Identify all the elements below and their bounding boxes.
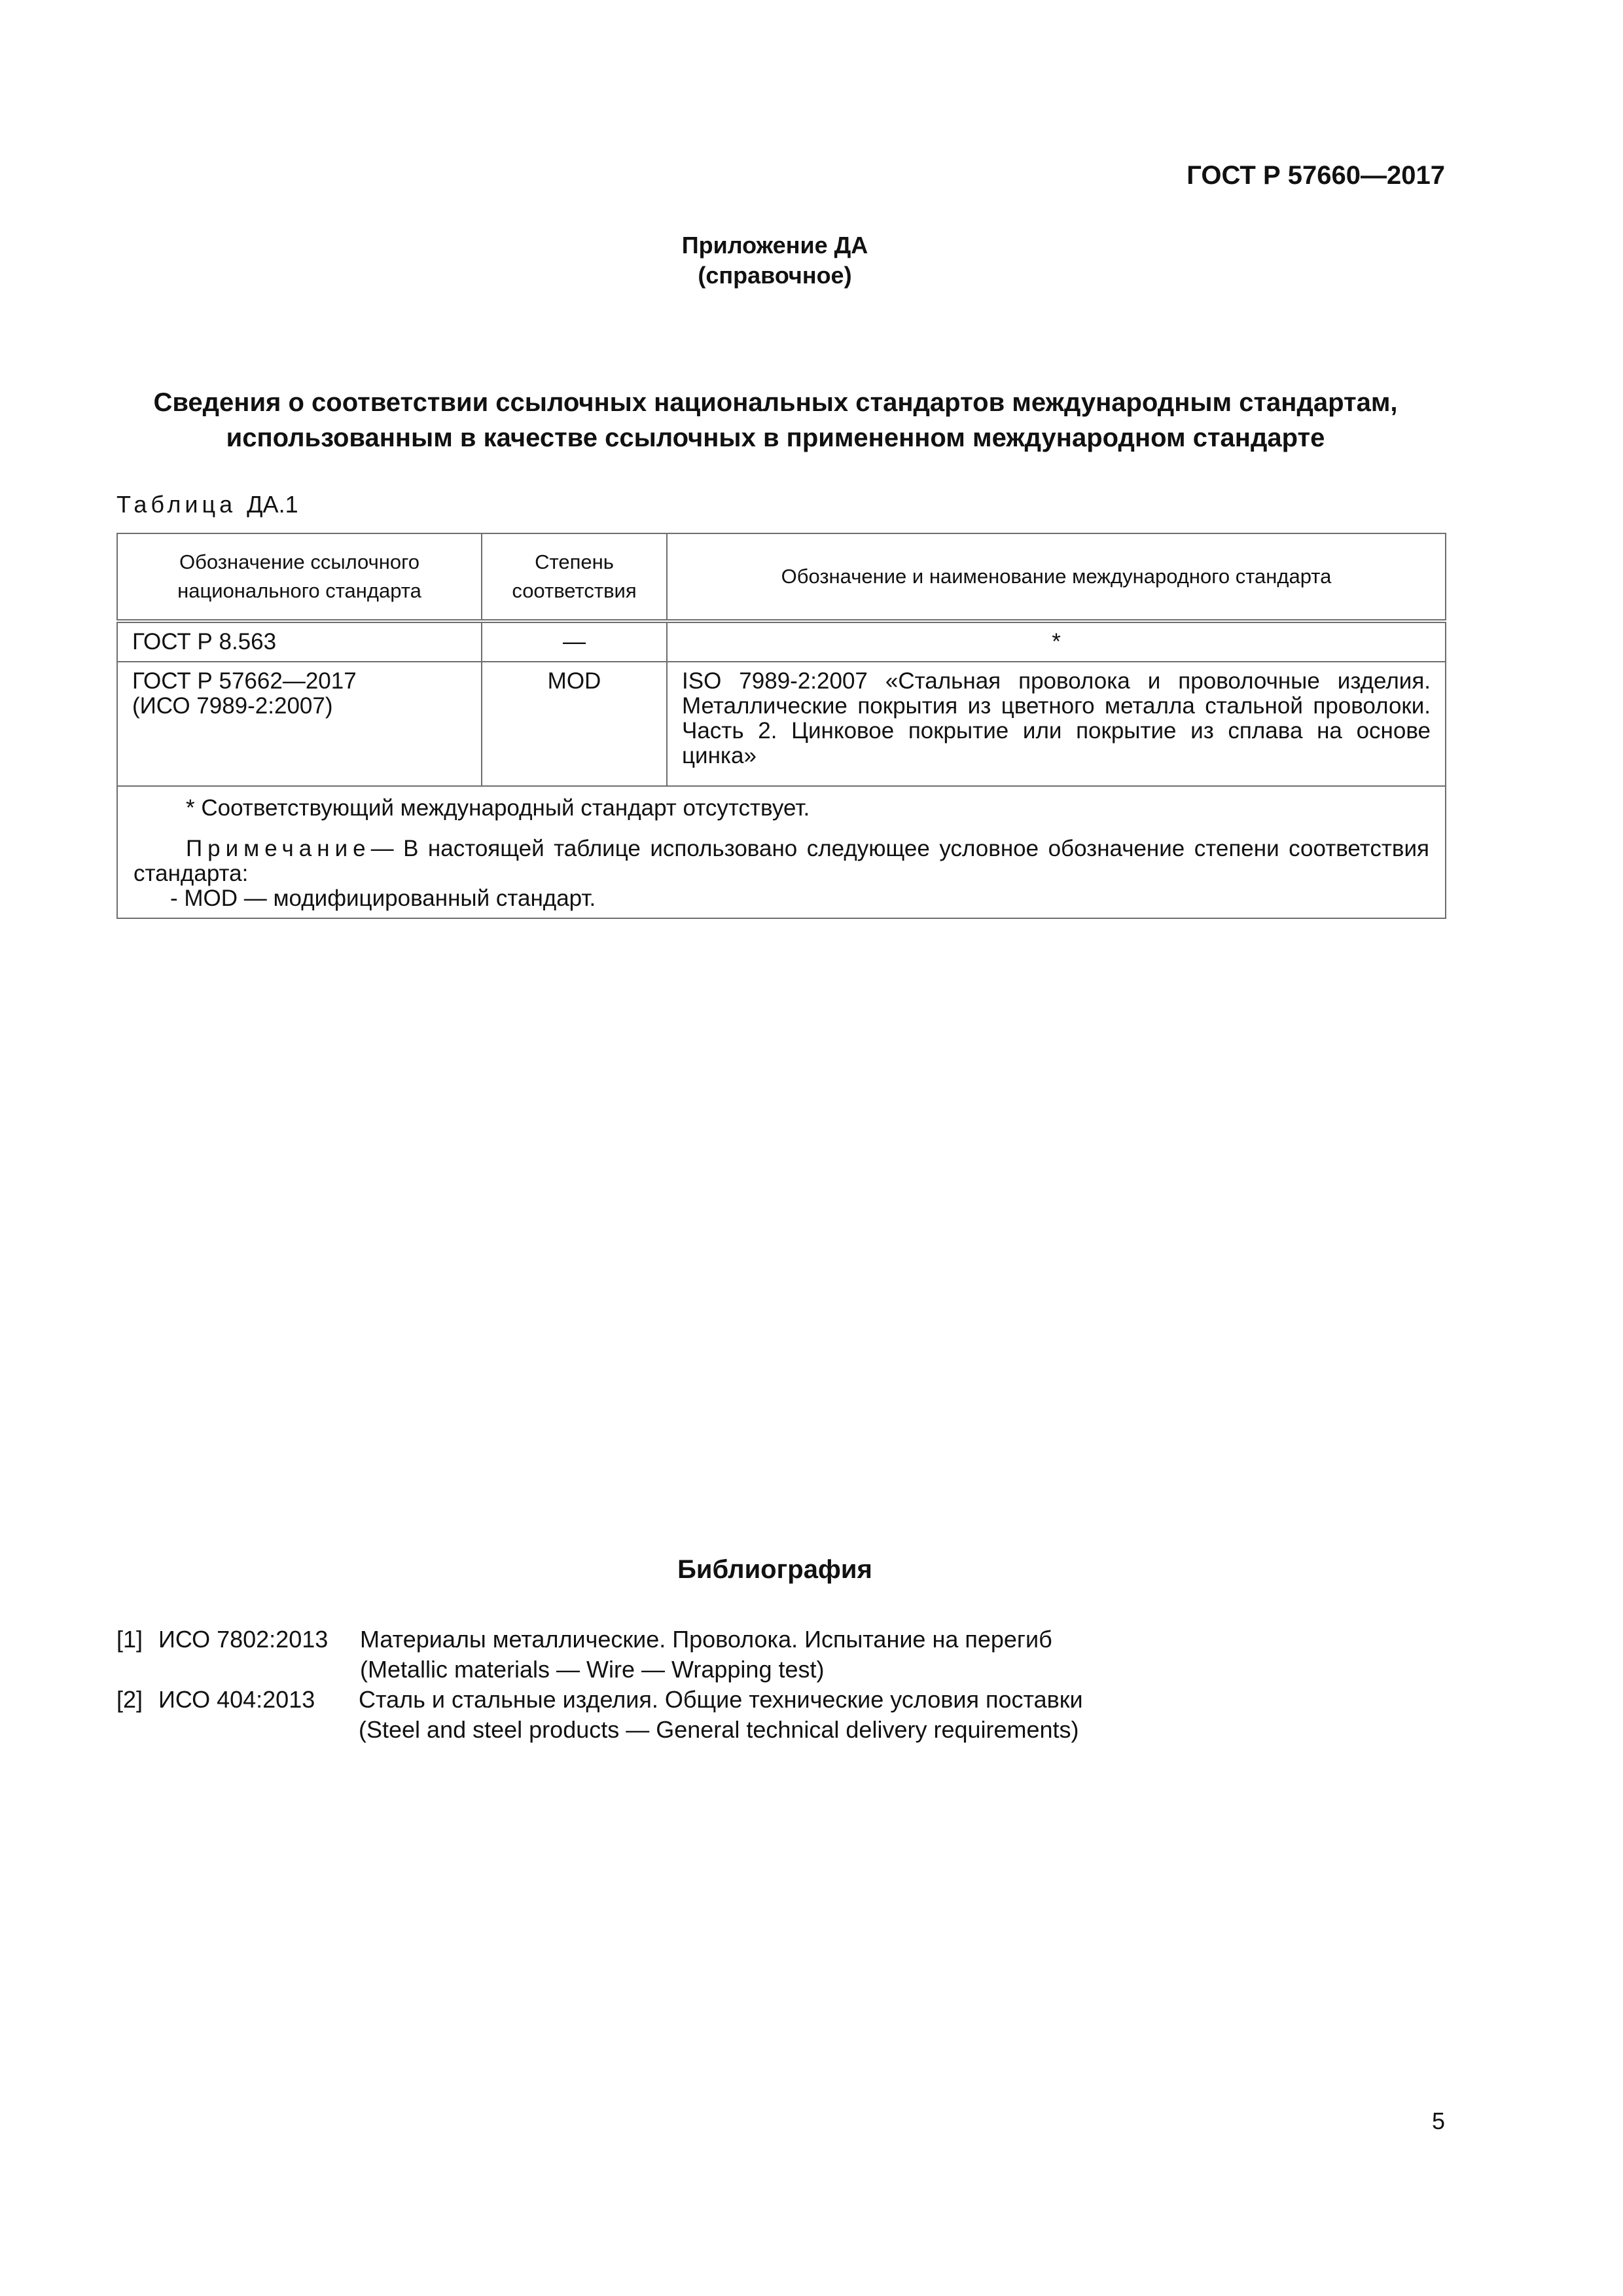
section-title [98,385,1453,456]
cell-international [667,662,1446,786]
header-designation-line-1: Обозначение ссылочного [179,550,419,573]
bibliography-code: ИСО 7802:2013 [158,1626,329,1653]
cell-designation [117,621,482,662]
header-degree-line-2: соответствия [512,579,637,602]
note-text: — В настоящей таблице использовано следующее условное обозначение степени соответствия стандарта: [134,836,1429,886]
table-header-row [117,533,1446,621]
header-degree [482,533,667,621]
bibliography-title: Библиография [677,1555,872,1584]
table-caption [116,491,298,518]
header-international-line-1: Обозначение и наименование международного стандарта [781,565,1332,588]
bibliography-number: [2] [116,1686,143,1713]
cell-international-text: * [1052,629,1061,655]
cell-degree-text: MOD [547,668,601,694]
table-note-row [117,786,1446,918]
bibliography-title-en: (Steel and steel products — General technical delivery requirements) [359,1716,1079,1743]
table-row [117,621,1446,662]
bibliography-title-ru: Материалы металлические. Проволока. Испытание на перегиб [360,1626,1052,1653]
appendix-subtitle: (справочное) [698,262,852,289]
note-item: - MOD — модифицированный стандарт. [170,886,596,911]
header-designation-line-2: национального стандарта [177,579,421,602]
header-international [667,533,1446,621]
note-label: Примечание [186,836,371,861]
appendix-heading [0,230,1550,291]
cell-designation-text: ГОСТ Р 57662—2017 [132,668,357,694]
correspondence-table [116,533,1446,919]
page-number: 5 [1431,2108,1445,2134]
cell-designation-text: ГОСТ Р 8.563 [132,629,277,655]
section-title-line-1: Сведения о соответствии ссылочных национальных стандартов международным стандартам, [153,388,1398,417]
table-notes [117,786,1446,918]
table-footnote: * Соответствующий международный стандарт отсутствует. [186,795,810,821]
header-designation [117,533,482,621]
header-degree-line-1: Степень [535,550,614,573]
table-note [134,836,1429,886]
cell-degree [482,662,667,786]
appendix-title: Приложение ДА [681,232,868,259]
bibliography-title-en: (Metallic materials — Wire — Wrapping test) [360,1656,825,1683]
cell-designation-text-2: (ИСО 7989-2:2007) [132,693,333,719]
cell-international [667,621,1446,662]
bibliography-code: ИСО 404:2013 [158,1686,315,1713]
cell-international-text: ISO 7989-2:2007 «Стальная проволока и проволочные изделия. Металлические покрытия из цветного металла стальной проволоки. Часть 2. Цинковое покрытие или покрытие из сплава на основе цинка» [682,668,1431,768]
cell-degree [482,621,667,662]
document-code: ГОСТ Р 57660—2017 [1186,161,1445,190]
cell-designation [117,662,482,786]
cell-degree-text: — [563,629,586,655]
section-title-line-2: использованным в качестве ссылочных в примененном международном стандарте [226,423,1325,452]
table-caption-word: Таблица [116,491,237,518]
table-row [117,662,1446,786]
bibliography-number: [1] [116,1626,143,1653]
bibliography-title-ru: Сталь и стальные изделия. Общие технические условия поставки [359,1686,1083,1713]
table-caption-number: ДА.1 [247,491,298,518]
